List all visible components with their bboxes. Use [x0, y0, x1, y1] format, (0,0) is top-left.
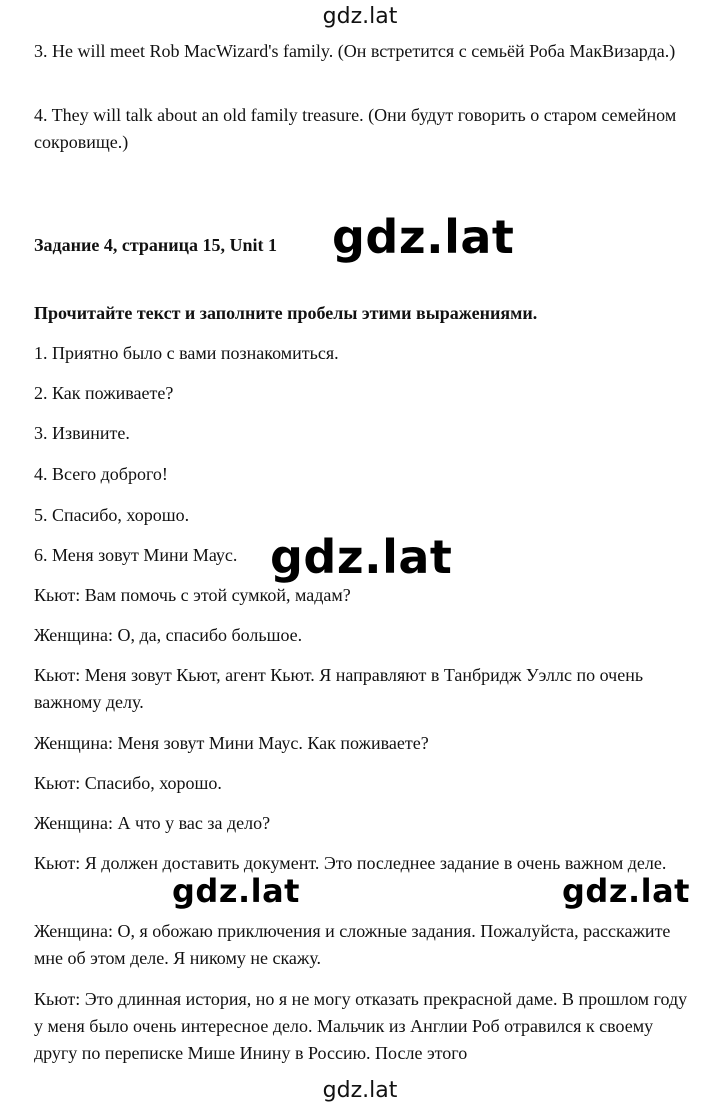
watermark-large: gdz.lat [270, 530, 453, 584]
dialogue-line: Кьют: Вам помочь с этой сумкой, мадам? [34, 585, 351, 605]
phrase-item: 5. Спасибо, хорошо. [34, 505, 190, 525]
instruction: Прочитайте текст и заполните пробелы этими выражениями. [34, 303, 538, 323]
dialogue-line: Кьют: Спасибо, хорошо. [34, 773, 222, 793]
dialogue-line: Женщина: О, да, спасибо большое. [34, 625, 303, 645]
watermark-large: gdz.lat [332, 210, 515, 264]
dialogue-line: Женщина: А что у вас за дело? [34, 813, 271, 833]
watermark-large: gdz.lat [562, 872, 690, 910]
dialogue-line: Женщина: О, я обожаю приключения и сложные задания. Пожалуйста, расскажите мне об этом деле. Я никому не скажу. [34, 921, 671, 968]
watermark-large: gdz.lat [172, 872, 300, 910]
task-title: Задание 4, страница 15, Unit 1 [34, 235, 278, 255]
watermark-footer: gdz.lat [322, 1078, 398, 1103]
phrase-item: 1. Приятно было с вами познакомиться. [34, 343, 339, 363]
phrase-item: 6. Меня зовут Мини Маус. [34, 545, 238, 565]
watermark-header: gdz.lat [322, 4, 398, 29]
answer-3: 3. He will meet Rob MacWizard's family. (Он встретится с семьёй Роба МакВизарда.) [34, 41, 676, 61]
phrase-item: 4. Всего доброго! [34, 464, 168, 484]
dialogue-line: Кьют: Меня зовут Кьют, агент Кьют. Я направляют в Танбридж Уэллс по очень важному делу. [34, 665, 644, 712]
dialogue-line: Женщина: Меня зовут Мини Маус. Как поживаете? [34, 733, 429, 753]
phrase-item: 3. Извините. [34, 423, 130, 443]
dialogue-line: Кьют: Это длинная история, но я не могу отказать прекрасной даме. В прошлом году у меня было очень интересное дело. Мальчик из Англии Роб отравился к своему другу по переписке Мише Инину в Россию. После этого [34, 989, 688, 1063]
dialogue-line: Кьют: Я должен доставить документ. Это последнее задание в очень важном деле. [34, 853, 667, 873]
answer-4: 4. They will talk about an old family treasure. (Они будут говорить о старом семейном сокровище.) [34, 105, 677, 152]
phrase-item: 2. Как поживаете? [34, 383, 174, 403]
